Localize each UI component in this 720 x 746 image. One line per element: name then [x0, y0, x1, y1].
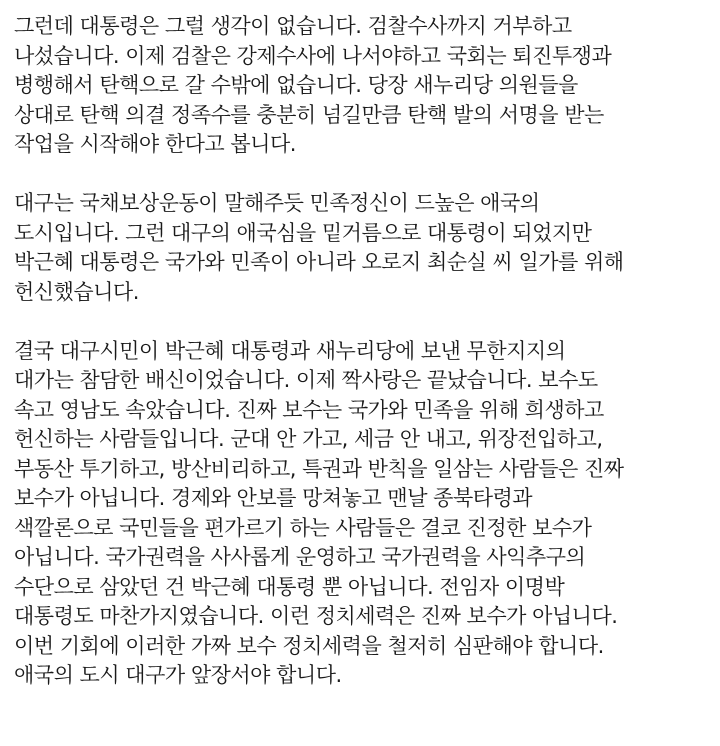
- text-line: 대구는 국채보상운동이 말해주듯 민족정신이 드높은 애국의: [14, 191, 540, 215]
- text-line: 헌신하는 사람들입니다. 군대 안 가고, 세금 안 내고, 위장전입하고,: [14, 427, 603, 451]
- text-line: 속고 영남도 속았습니다. 진짜 보수는 국가와 민족을 위해 희생하고: [14, 397, 604, 422]
- text-line: 상대로 탄핵 의결 정족수를 충분히 넘길만큼 탄핵 발의 서명을 받는: [14, 102, 604, 127]
- text-line: 도시입니다. 그런 대구의 애국심을 밑거름으로 대통령이 되었지만: [14, 220, 592, 245]
- text-line: 대통령도 마찬가지였습니다. 이런 정치세력은 진짜 보수가 아닙니다.: [14, 604, 618, 628]
- text-line: 아닙니다. 국가권력을 사사롭게 운영하고 국가권력을 사익추구의: [14, 545, 586, 569]
- text-line: 색깔론으로 국민들을 편가르기 하는 사람들은 결코 진정한 보수가: [14, 515, 592, 540]
- paragraph-impeachment: [14, 12, 714, 160]
- text-line: 수단으로 삼았던 건 박근혜 대통령 뿐 아닙니다. 전임자 이명박: [14, 574, 565, 599]
- text-line: 이번 기회에 이러한 가짜 보수 정치세력을 철저히 심판해야 합니다.: [14, 633, 604, 658]
- post-body: [14, 12, 714, 720]
- text-line: 병행해서 탄핵으로 갈 수밖에 없습니다. 당장 새누리당 의원들을: [14, 73, 578, 97]
- text-line: 박근혜 대통령은 국가와 민족이 아니라 오로지 최순실 씨 일가를 위해: [14, 250, 624, 274]
- text-line: 그런데 대통령은 그럴 생각이 없습니다. 검찰수사까지 거부하고: [14, 14, 572, 38]
- text-line: 헌신했습니다.: [14, 279, 139, 304]
- text-line: 부동산 투기하고, 방산비리하고, 특권과 반칙을 일삼는 사람들은 진짜: [14, 456, 624, 481]
- text-line: 결국 대구시민이 박근혜 대통령과 새누리당에 보낸 무한지지의: [14, 338, 566, 363]
- text-line: 애국의 도시 대구가 앞장서야 합니다.: [14, 663, 342, 687]
- text-line: 작업을 시작해야 한다고 봅니다.: [14, 132, 296, 156]
- paragraph-conservatism: [14, 337, 714, 691]
- text-line: 나섰습니다. 이제 검찰은 강제수사에 나서야하고 국회는 퇴진투쟁과: [14, 43, 612, 68]
- paragraph-daegu: [14, 189, 714, 307]
- text-line: 대가는 참담한 배신이었습니다. 이제 짝사랑은 끝났습니다. 보수도: [14, 368, 598, 392]
- text-line: 보수가 아닙니다. 경제와 안보를 망쳐놓고 맨날 종북타령과: [14, 486, 533, 510]
